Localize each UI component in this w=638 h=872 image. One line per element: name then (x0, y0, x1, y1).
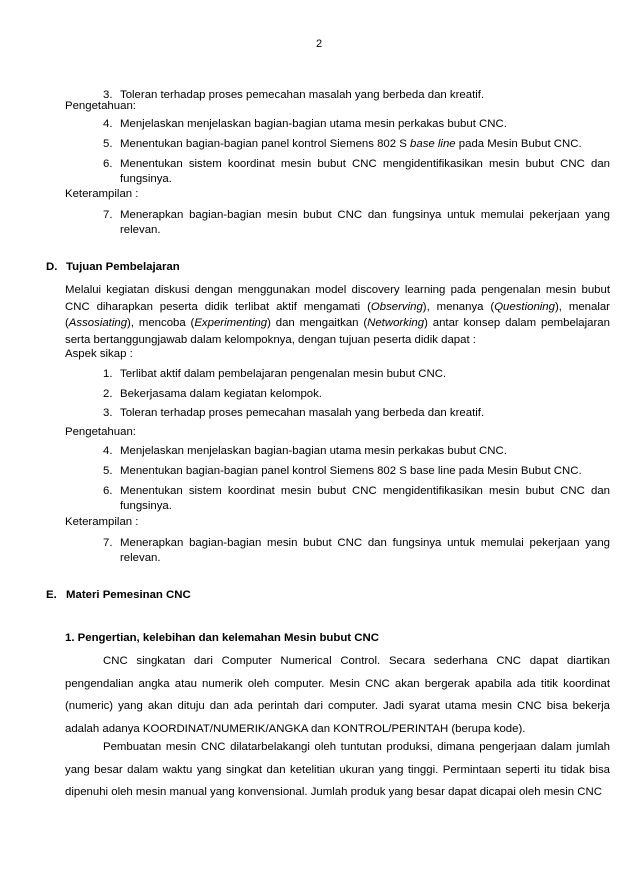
list-number: 3. (103, 407, 113, 419)
list-number: 7. (103, 209, 113, 221)
list-number: 6. (103, 485, 113, 497)
list-item (103, 117, 610, 132)
list-number: 5. (103, 465, 113, 477)
list-number: 2. (103, 388, 113, 400)
intro-paragraph: Melalui kegiatan diskusi dengan menggunakan model discovery learning pada pengenalan mesin bubut CNC diharapkan peserta didik terlibat aktif mengamati (Observing), menanya (Questioning), menalar (Assosiating), mencoba (Experimenting) dan mengaitkan (Networking) antar konsep dalam pembelajaran serta bertanggungjawab dalam kelompoknya, dengan tujuan peserta didik dapat : (65, 284, 610, 346)
list-item (103, 137, 610, 152)
pengetahuan-label: Pengetahuan: (65, 100, 136, 112)
aspek-sikap-label: Aspek sikap : (65, 348, 133, 360)
list-number: 1. (103, 368, 113, 380)
list-item (103, 406, 610, 421)
list-text: Menentukan bagian-bagian panel kontrol Siemens 802 S base line pada Mesin Bubut CNC. (120, 465, 582, 477)
list-text: Menjelaskan menjelaskan bagian-bagian utama mesin perkakas bubut CNC. (120, 118, 507, 130)
section-letter: D. (46, 261, 58, 273)
keterampilan-label: Keterampilan : (65, 516, 139, 528)
list-number: 6. (103, 158, 113, 170)
section-title: Tujuan Pembelajaran (66, 261, 180, 273)
list-number: 4. (103, 118, 113, 130)
list-text: Bekerjasama dalam kegiatan kelompok. (120, 388, 322, 400)
body-paragraph: Pembuatan mesin CNC dilatarbelakangi oleh tuntutan produksi, dimana pengerjaan dalam jumlah yang besar dalam waktu yang singkat dan ketelitian ukuran yang tinggi. Permintaan seperti itu tidak bisa dipenuhi oleh mesin manual yang konvensional. Jumlah produk yang besar dapat dicapai oleh mesin CNC (65, 741, 610, 798)
list-item (103, 536, 610, 566)
section-title: Materi Pemesinan CNC (66, 589, 191, 601)
list-item (103, 387, 610, 402)
list-number: 4. (103, 445, 113, 457)
list-text: Menerapkan bagian-bagian mesin bubut CNC dan fungsinya untuk memulai pekerjaan yang relevan. (120, 209, 610, 236)
page-number: 2 (315, 38, 323, 50)
section-heading-e (46, 588, 191, 603)
list-text: Menentukan sistem koordinat mesin bubut CNC mengidentifikasikan mesin bubut CNC dan fungsinya. (120, 158, 610, 185)
list-item (103, 367, 610, 382)
list-text: Menentukan sistem koordinat mesin bubut CNC mengidentifikasikan mesin bubut CNC dan fungsinya. (120, 485, 610, 512)
list-number: 3. (103, 89, 113, 101)
list-item (103, 208, 610, 238)
body-paragraph: CNC singkatan dari Computer Numerical Control. Secara sederhana CNC dapat diartikan pengendalian angka atau numerik oleh computer. Mesin CNC akan bergerak apabila ada titik koordinat (numeric) yang akan dituju dan ada perintah dari computer. Jadi syarat utama mesin CNC bisa bekerja adalah adanya KOORDINAT/NUMERIK/ANGKA dan KONTROL/PERINTAH (berupa kode). (65, 655, 610, 735)
list-text: Menerapkan bagian-bagian mesin bubut CNC dan fungsinya untuk memulai pekerjaan yang relevan. (120, 537, 610, 564)
list-item (103, 88, 610, 103)
list-text: Menjelaskan menjelaskan bagian-bagian utama mesin perkakas bubut CNC. (120, 445, 507, 457)
section-heading-d (46, 260, 180, 275)
list-item (103, 484, 610, 514)
subheading: 1. Pengertian, kelebihan dan kelemahan Mesin bubut CNC (65, 632, 379, 644)
list-text: Terlibat aktif dalam pembelajaran pengenalan mesin bubut CNC. (120, 368, 447, 380)
list-text: Toleran terhadap proses pemecahan masalah yang berbeda dan kreatif. (120, 89, 485, 101)
list-number: 7. (103, 537, 113, 549)
list-text: Toleran terhadap proses pemecahan masalah yang berbeda dan kreatif. (120, 407, 485, 419)
section-letter: E. (46, 589, 57, 601)
list-number: 5. (103, 138, 113, 150)
list-item (103, 157, 610, 187)
list-item (103, 444, 610, 459)
keterampilan-label: Keterampilan : (65, 188, 139, 200)
list-text: Menentukan bagian-bagian panel kontrol Siemens 802 S base line pada Mesin Bubut CNC. (120, 138, 582, 150)
list-item (103, 464, 610, 479)
pengetahuan-label: Pengetahuan: (65, 426, 136, 438)
